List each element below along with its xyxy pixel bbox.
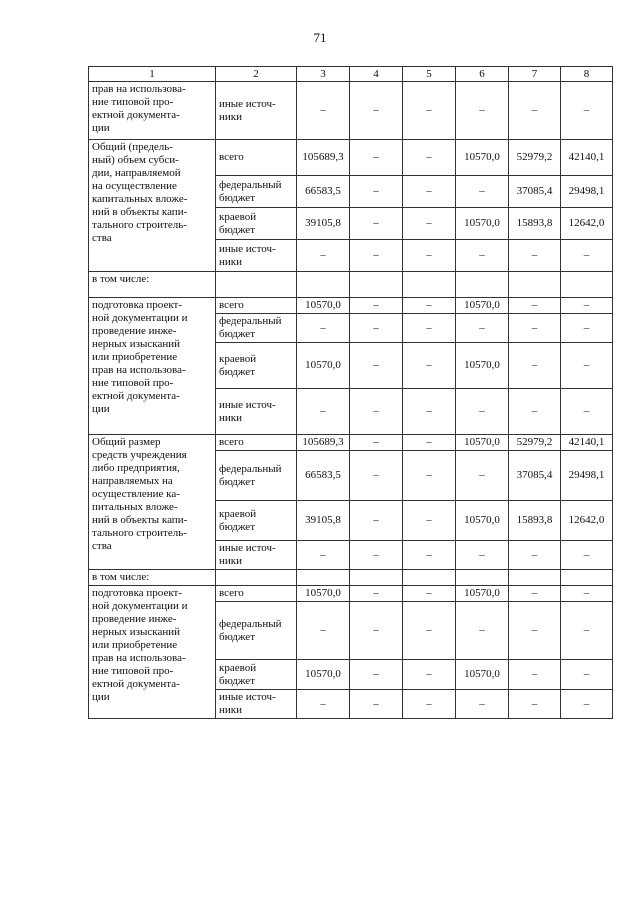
value-cell: [561, 298, 613, 314]
value-cell: [297, 570, 350, 586]
value-cell: [456, 298, 509, 314]
value-cell: [509, 298, 561, 314]
source-cell: [216, 541, 297, 570]
table-row: [89, 272, 613, 298]
value-cell: [403, 690, 456, 719]
value-cell-text: –: [583, 359, 590, 371]
value-cell-text: –: [426, 321, 432, 334]
value-cell: [509, 451, 561, 501]
value-cell-text: 10570,0: [464, 151, 500, 163]
value-cell-text: –: [426, 514, 432, 526]
value-cell: [403, 586, 456, 602]
value-cell-text: –: [373, 299, 379, 311]
value-cell: [297, 82, 350, 140]
value-cell-text: 66583,5: [305, 469, 341, 481]
value-cell-text: –: [583, 249, 590, 261]
value-cell: [456, 541, 509, 570]
value-cell-text: –: [426, 405, 432, 417]
source-cell-text: иные источ- ники: [219, 398, 276, 424]
source-cell: [216, 501, 297, 541]
value-cell: [350, 176, 403, 208]
source-cell: [216, 389, 297, 435]
value-cell: [456, 389, 509, 435]
value-cell: [456, 451, 509, 501]
source-cell: [216, 660, 297, 690]
value-cell-text: –: [531, 697, 538, 710]
value-cell-text: 10570,0: [464, 587, 500, 599]
value-cell: [403, 240, 456, 272]
table-body: [89, 67, 613, 719]
value-cell: [403, 541, 456, 570]
value-cell-text: 10570,0: [305, 587, 341, 599]
value-cell: [350, 389, 403, 435]
value-cell: [509, 435, 561, 451]
value-cell: [509, 272, 561, 298]
value-cell: [350, 451, 403, 501]
source-cell: [216, 690, 297, 719]
description-cell-text: Общий (предель- ный) объем субси- дии, направляемой на осуществление капитальных вложе- ний в объекты капи- тального строитель- ства: [92, 141, 188, 244]
source-cell-text: всего: [219, 587, 244, 599]
value-cell: [561, 272, 613, 298]
value-cell: [456, 208, 509, 240]
value-cell: [456, 435, 509, 451]
value-cell: [403, 298, 456, 314]
value-cell: [403, 435, 456, 451]
value-cell-text: –: [583, 587, 590, 599]
value-cell-text: –: [320, 405, 326, 417]
source-cell-text: краевой бюджет: [219, 210, 257, 236]
value-cell-text: –: [583, 697, 590, 710]
value-cell: [456, 314, 509, 343]
value-cell: [509, 586, 561, 602]
value-cell-text: –: [479, 405, 485, 417]
value-cell-text: –: [583, 104, 590, 116]
value-cell: [509, 690, 561, 719]
value-cell-text: 10570,0: [464, 668, 500, 680]
source-cell-text: всего: [219, 436, 244, 448]
value-cell: [297, 208, 350, 240]
value-cell: [456, 343, 509, 389]
value-cell: [561, 435, 613, 451]
value-cell-text: 12642,0: [568, 217, 605, 229]
value-cell: [509, 602, 561, 660]
value-cell-text: –: [583, 548, 590, 561]
value-cell-text: –: [531, 299, 538, 311]
value-cell: [403, 208, 456, 240]
description-cell: [89, 140, 216, 272]
value-cell-text: –: [479, 185, 485, 197]
value-cell: [297, 541, 350, 570]
value-cell: [403, 602, 456, 660]
value-cell-text: –: [479, 548, 485, 561]
value-cell-text: 52979,2: [516, 151, 553, 163]
value-cell-text: 42140,1: [568, 151, 605, 163]
section-label-text: в том числе:: [92, 571, 150, 583]
source-cell: [216, 240, 297, 272]
value-cell-text: –: [320, 321, 326, 334]
value-cell: [561, 586, 613, 602]
section-label-text: в том числе:: [92, 273, 150, 285]
value-cell: [561, 82, 613, 140]
value-cell-text: –: [531, 321, 538, 334]
value-cell: [509, 501, 561, 541]
value-cell: [403, 82, 456, 140]
value-cell-text: –: [531, 548, 538, 561]
value-cell: [509, 570, 561, 586]
value-cell-text: 10570,0: [464, 299, 500, 311]
budget-table: [88, 66, 613, 719]
value-cell-text: 15893,8: [516, 217, 553, 229]
value-cell-text: –: [373, 151, 379, 163]
source-cell: [216, 272, 297, 298]
value-cell: [297, 435, 350, 451]
value-cell-text: 29498,1: [568, 469, 605, 481]
value-cell: [509, 660, 561, 690]
section-label: [89, 272, 216, 298]
table-row: [89, 140, 613, 176]
value-cell-text: –: [373, 469, 379, 481]
value-cell: [561, 240, 613, 272]
value-cell-text: –: [373, 548, 379, 561]
value-cell-text: 37085,4: [516, 469, 553, 481]
table-row: [89, 586, 613, 602]
value-cell: [350, 660, 403, 690]
value-cell: [509, 389, 561, 435]
source-cell: [216, 602, 297, 660]
value-cell: [561, 389, 613, 435]
value-cell-text: –: [531, 405, 538, 417]
source-cell: [216, 451, 297, 501]
value-cell-text: –: [426, 436, 432, 448]
value-cell: [350, 314, 403, 343]
value-cell: [561, 451, 613, 501]
value-cell-text: –: [479, 104, 485, 116]
value-cell: [297, 272, 350, 298]
value-cell-text: –: [373, 668, 379, 680]
value-cell-text: –: [373, 321, 379, 334]
value-cell: [297, 660, 350, 690]
value-cell-text: –: [320, 697, 326, 710]
value-cell-text: –: [373, 624, 379, 636]
value-cell: [350, 298, 403, 314]
value-cell: [561, 501, 613, 541]
value-cell-text: 10570,0: [464, 514, 500, 526]
value-cell-text: –: [426, 469, 432, 481]
value-cell-text: –: [583, 668, 590, 680]
value-cell: [350, 690, 403, 719]
column-header: 4: [350, 67, 403, 82]
value-cell-text: –: [531, 624, 538, 636]
value-cell: [456, 176, 509, 208]
value-cell-text: 66583,5: [305, 185, 341, 197]
value-cell: [297, 176, 350, 208]
value-cell: [297, 389, 350, 435]
value-cell: [509, 541, 561, 570]
source-cell: [216, 82, 297, 140]
value-cell-text: 52979,2: [516, 436, 553, 448]
value-cell-text: –: [426, 299, 432, 311]
column-header: 3: [297, 67, 350, 82]
value-cell: [403, 314, 456, 343]
value-cell: [297, 314, 350, 343]
description-cell-text: подготовка проект- ной документации и проведение инже- нерных изысканий или приобретение прав на использова- ние типовой про- ектной документа- ции: [92, 299, 188, 415]
value-cell-text: 12642,0: [568, 514, 605, 526]
column-header: 6: [456, 67, 509, 82]
table-row: [89, 570, 613, 586]
value-cell: [561, 570, 613, 586]
value-cell-text: 10570,0: [464, 359, 500, 371]
value-cell: [509, 82, 561, 140]
value-cell-text: –: [426, 249, 432, 261]
source-cell-text: краевой бюджет: [219, 352, 257, 378]
source-cell-text: федеральный бюджет: [219, 617, 282, 643]
value-cell-text: –: [426, 217, 432, 229]
value-cell: [456, 586, 509, 602]
source-cell-text: краевой бюджет: [219, 661, 257, 687]
source-cell: [216, 176, 297, 208]
source-cell-text: иные источ- ники: [219, 97, 276, 123]
value-cell: [403, 451, 456, 501]
column-header: 7: [509, 67, 561, 82]
value-cell: [350, 240, 403, 272]
value-cell: [297, 586, 350, 602]
value-cell: [297, 602, 350, 660]
value-cell-text: 29498,1: [568, 185, 605, 197]
source-cell: [216, 208, 297, 240]
value-cell: [561, 660, 613, 690]
value-cell-text: –: [320, 624, 326, 636]
source-cell: [216, 314, 297, 343]
value-cell-text: –: [531, 359, 538, 371]
value-cell: [509, 140, 561, 176]
value-cell-text: 39105,8: [305, 514, 341, 526]
value-cell-text: –: [373, 436, 379, 448]
value-cell: [561, 208, 613, 240]
value-cell: [297, 140, 350, 176]
value-cell-text: –: [426, 548, 432, 561]
source-cell-text: иные источ- ники: [219, 691, 276, 716]
value-cell-text: 37085,4: [516, 185, 553, 197]
value-cell-text: 10570,0: [305, 668, 341, 680]
value-cell: [350, 586, 403, 602]
value-cell: [509, 314, 561, 343]
value-cell-text: –: [373, 697, 379, 710]
value-cell-text: –: [373, 185, 379, 197]
value-cell-text: –: [531, 104, 538, 116]
value-cell: [350, 140, 403, 176]
value-cell-text: –: [373, 587, 379, 599]
value-cell-text: –: [373, 104, 379, 116]
value-cell: [350, 272, 403, 298]
column-header: 5: [403, 67, 456, 82]
value-cell-text: –: [426, 185, 432, 197]
value-cell-text: –: [531, 587, 538, 599]
section-label: [89, 570, 216, 586]
value-cell-text: –: [479, 469, 485, 481]
value-cell-text: 10570,0: [305, 299, 341, 311]
value-cell-text: –: [426, 668, 432, 680]
description-cell-text: подготовка проект- ной документации и проведение инже- нерных изысканий или приобретение прав на использова- ние типовой про- ектной документа- ции: [92, 587, 188, 703]
value-cell: [456, 570, 509, 586]
value-cell: [403, 570, 456, 586]
value-cell-text: –: [426, 359, 432, 371]
value-cell: [561, 140, 613, 176]
value-cell-text: 10570,0: [464, 436, 500, 448]
value-cell-text: –: [583, 624, 590, 636]
source-cell: [216, 570, 297, 586]
value-cell: [297, 501, 350, 541]
value-cell-text: 105689,3: [302, 151, 344, 163]
value-cell: [297, 343, 350, 389]
value-cell: [403, 389, 456, 435]
source-cell: [216, 343, 297, 389]
value-cell: [561, 541, 613, 570]
value-cell: [509, 240, 561, 272]
value-cell-text: –: [479, 321, 485, 334]
value-cell: [561, 343, 613, 389]
value-cell: [403, 176, 456, 208]
value-cell: [561, 176, 613, 208]
source-cell-text: иные источ- ники: [219, 542, 276, 567]
description-cell: [89, 298, 216, 435]
value-cell-text: 39105,8: [305, 217, 341, 229]
value-cell: [456, 501, 509, 541]
description-cell: [89, 82, 216, 140]
source-cell-text: всего: [219, 151, 244, 163]
page-number: 71: [313, 30, 327, 45]
value-cell: [561, 690, 613, 719]
header-row: [89, 67, 613, 82]
value-cell: [509, 176, 561, 208]
value-cell: [350, 435, 403, 451]
value-cell-text: –: [320, 548, 326, 561]
value-cell: [350, 82, 403, 140]
value-cell-text: –: [320, 249, 326, 261]
column-header: 8: [561, 67, 613, 82]
value-cell: [403, 501, 456, 541]
value-cell: [297, 240, 350, 272]
value-cell-text: –: [426, 587, 432, 599]
table-row: [89, 435, 613, 451]
value-cell: [561, 602, 613, 660]
source-cell: [216, 298, 297, 314]
value-cell: [350, 541, 403, 570]
value-cell: [350, 501, 403, 541]
value-cell: [297, 298, 350, 314]
value-cell: [561, 314, 613, 343]
value-cell-text: –: [583, 405, 590, 417]
value-cell-text: –: [373, 405, 379, 417]
value-cell: [350, 343, 403, 389]
source-cell: [216, 140, 297, 176]
value-cell-text: –: [373, 359, 379, 371]
value-cell: [456, 602, 509, 660]
value-cell-text: –: [531, 249, 538, 261]
value-cell: [456, 272, 509, 298]
value-cell-text: 42140,1: [568, 436, 605, 448]
column-header: 1: [89, 67, 216, 82]
value-cell-text: –: [479, 624, 485, 636]
value-cell: [509, 208, 561, 240]
value-cell-text: –: [583, 321, 590, 334]
value-cell-text: 105689,3: [302, 436, 344, 448]
value-cell-text: –: [531, 668, 538, 680]
value-cell-text: –: [373, 217, 379, 229]
value-cell-text: 10570,0: [305, 359, 341, 371]
value-cell: [403, 272, 456, 298]
value-cell: [297, 690, 350, 719]
table-row: [89, 298, 613, 314]
value-cell: [403, 343, 456, 389]
value-cell-text: –: [426, 151, 432, 163]
value-cell: [350, 602, 403, 660]
value-cell: [509, 343, 561, 389]
value-cell-text: 15893,8: [516, 514, 553, 526]
value-cell-text: –: [583, 299, 590, 311]
description-cell-text: прав на использова- ние типовой про- ектной документа- ции: [92, 83, 186, 134]
value-cell-text: –: [479, 697, 485, 710]
source-cell: [216, 435, 297, 451]
value-cell: [350, 570, 403, 586]
value-cell: [456, 690, 509, 719]
value-cell-text: –: [479, 249, 485, 261]
source-cell-text: федеральный бюджет: [219, 315, 282, 340]
value-cell-text: –: [373, 249, 379, 261]
value-cell-text: –: [373, 514, 379, 526]
table-row: [89, 82, 613, 140]
column-header: 2: [216, 67, 297, 82]
source-cell: [216, 586, 297, 602]
value-cell: [403, 140, 456, 176]
value-cell: [297, 451, 350, 501]
source-cell-text: федеральный бюджет: [219, 462, 282, 488]
value-cell: [456, 140, 509, 176]
source-cell-text: иные источ- ники: [219, 242, 276, 268]
source-cell-text: всего: [219, 299, 244, 311]
description-cell: [89, 586, 216, 719]
value-cell: [456, 240, 509, 272]
value-cell: [456, 82, 509, 140]
value-cell: [350, 208, 403, 240]
value-cell-text: –: [426, 104, 432, 116]
value-cell: [456, 660, 509, 690]
description-cell-text: Общий размер средств учреждения либо предприятия, направляемых на осуществление ка- питальных вложе- ний в объекты капи- тального строитель- ства: [92, 436, 188, 552]
source-cell-text: федеральный бюджет: [219, 178, 282, 204]
value-cell: [403, 660, 456, 690]
value-cell-text: –: [426, 624, 432, 636]
source-cell-text: краевой бюджет: [219, 507, 257, 533]
value-cell-text: –: [320, 104, 326, 116]
description-cell: [89, 435, 216, 570]
value-cell-text: 10570,0: [464, 217, 500, 229]
value-cell-text: –: [426, 697, 432, 710]
